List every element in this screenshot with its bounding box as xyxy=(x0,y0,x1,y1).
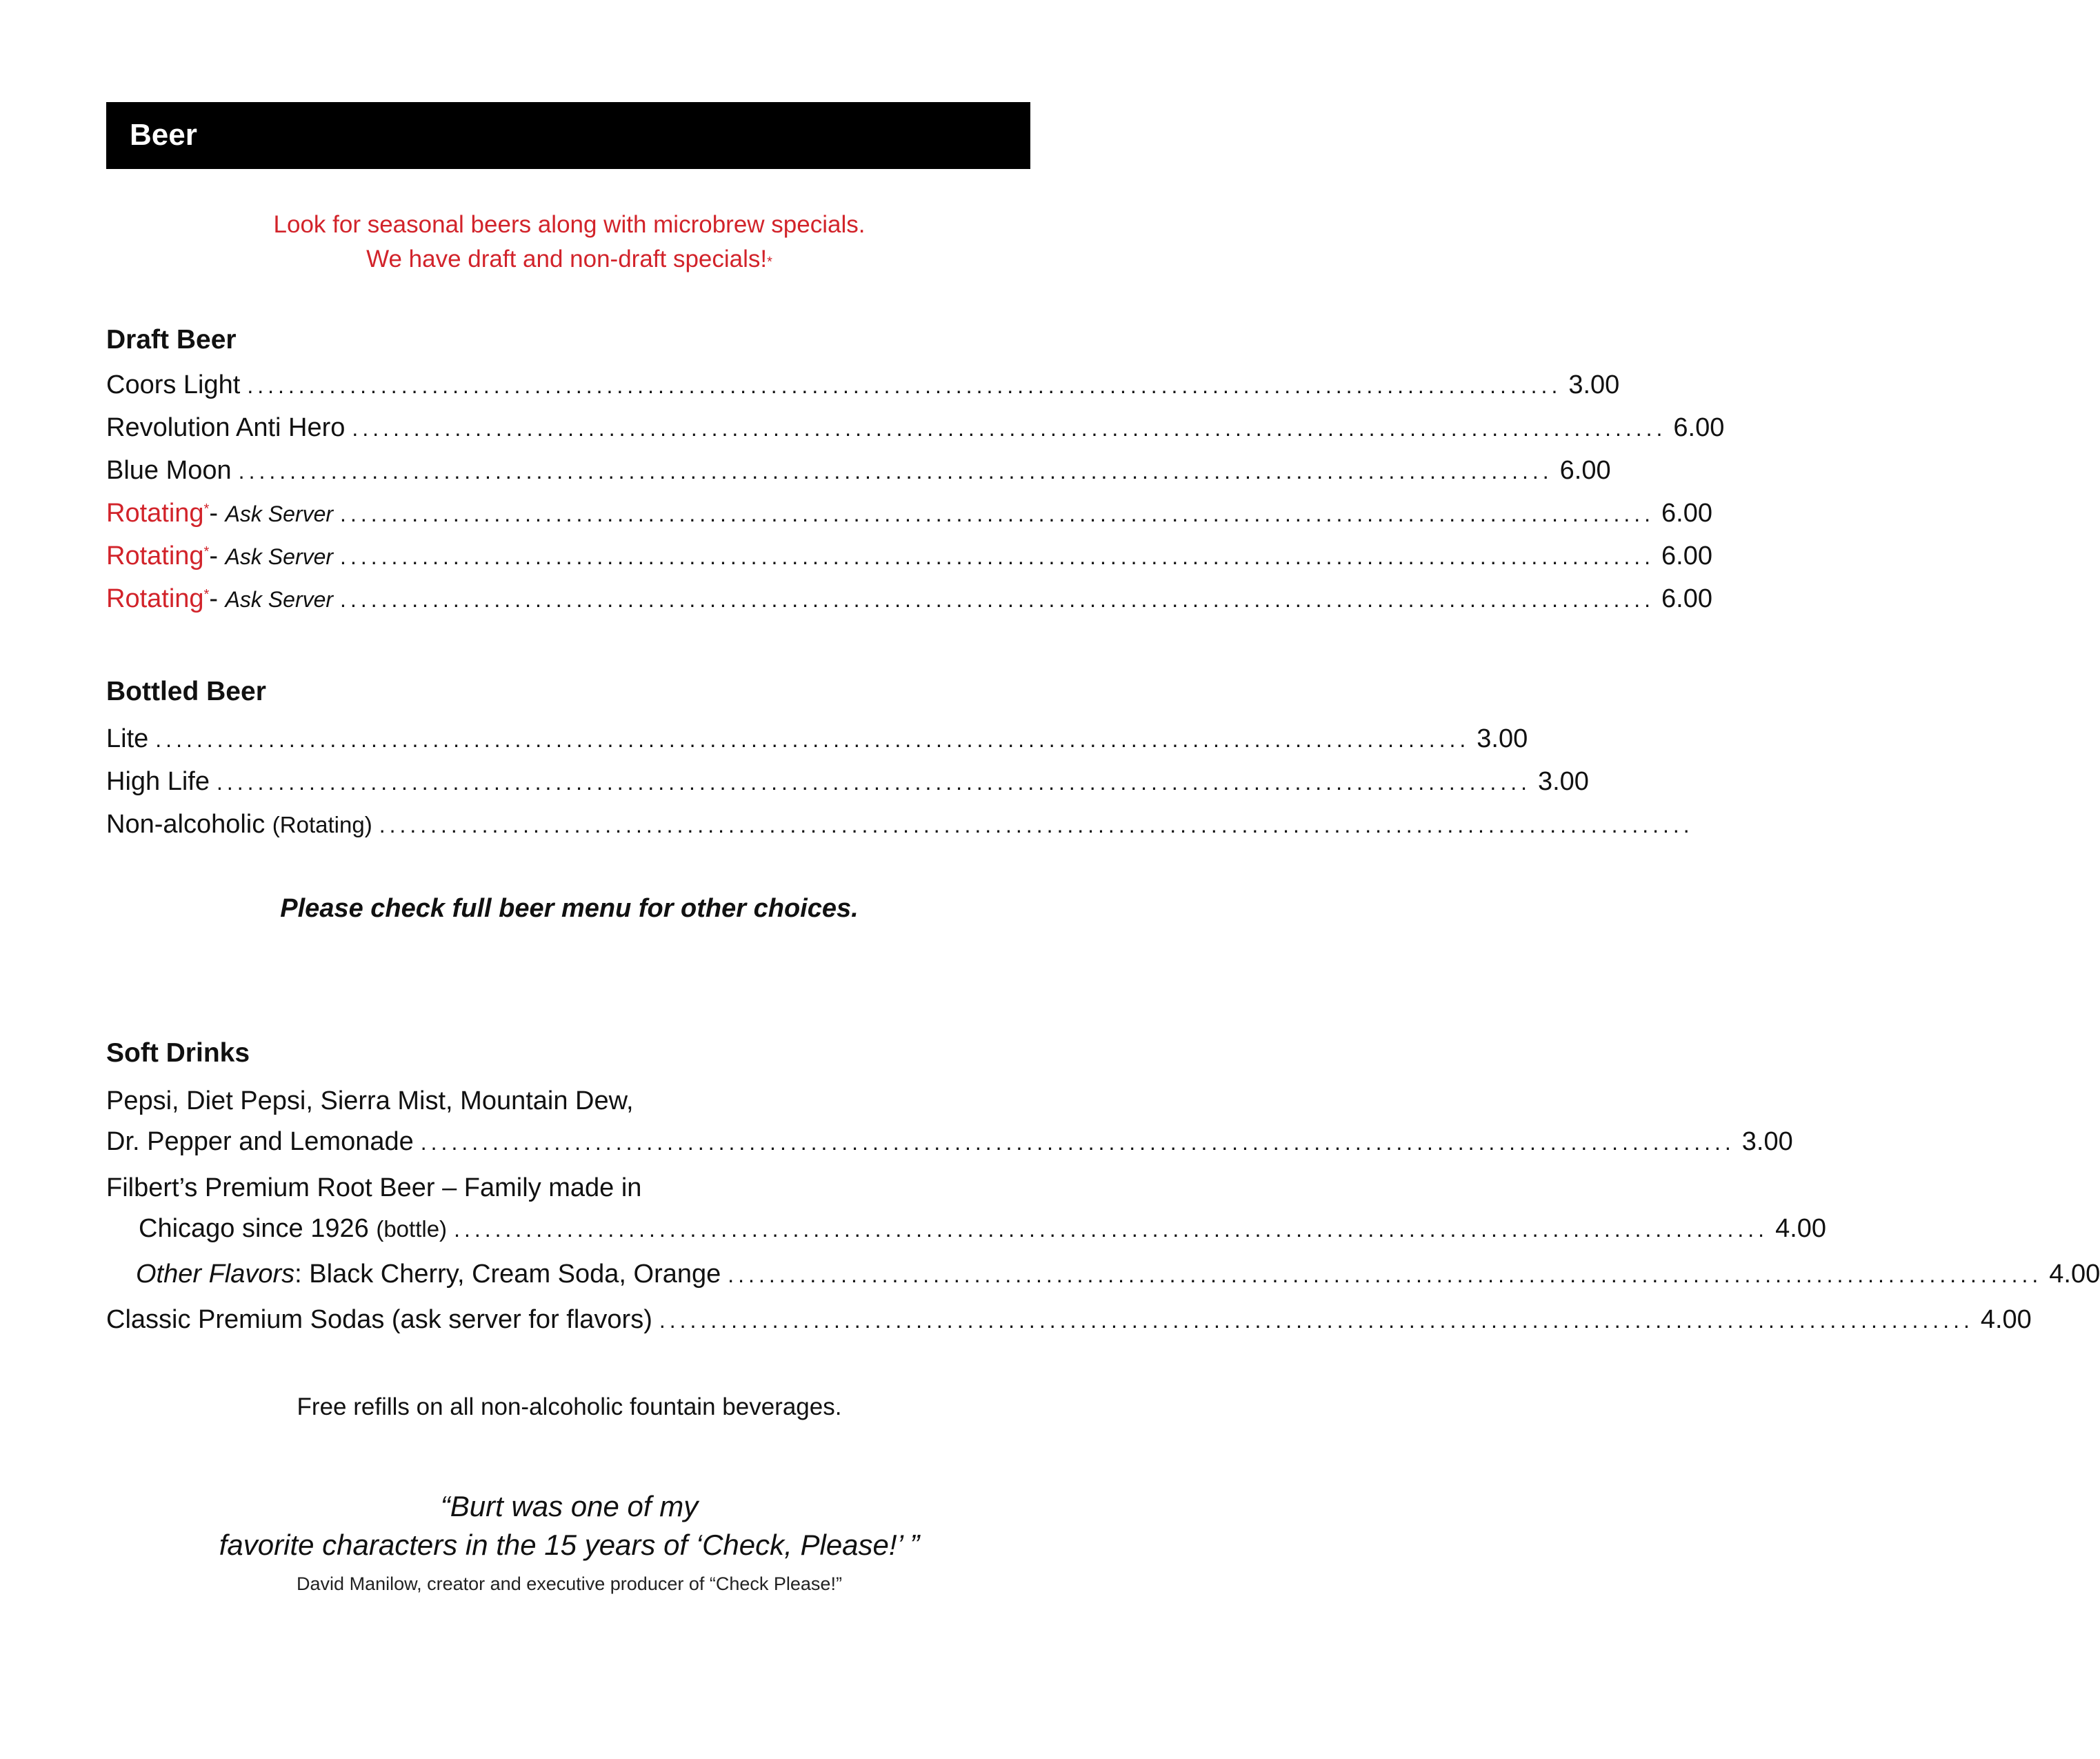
separator: - xyxy=(209,541,226,570)
dot-leader: ................................................................................................................................ xyxy=(379,813,1694,837)
dot-leader: ................................................................................................................................ xyxy=(352,416,1667,441)
dot-leader: ................................................................................................................................ xyxy=(340,544,1655,569)
item-note: Ask Server xyxy=(225,544,334,569)
item-name: Coors Light xyxy=(106,370,241,399)
section-title-beer: Beer xyxy=(130,118,197,152)
item-name: Chicago since 1926 xyxy=(139,1214,369,1243)
dot-leader: ................................................................................................................................ xyxy=(216,770,1531,795)
item-price: 3.00 xyxy=(1568,370,1620,399)
dot-leader: ................................................................................................................................ xyxy=(340,587,1655,612)
item-name: Revolution Anti Hero xyxy=(106,413,346,442)
soft-item-2-line-1: Filbert’s Premium Root Beer – Family made in xyxy=(106,1173,642,1202)
item-note: Ask Server xyxy=(225,587,334,612)
menu-item xyxy=(106,492,1713,535)
beer-menu-note: Please check full beer menu for other choices. xyxy=(280,894,859,923)
item-price: 4.00 xyxy=(2049,1260,2100,1289)
item-price: 4.00 xyxy=(1775,1214,1827,1243)
draft-beer-heading: Draft Beer xyxy=(106,325,237,355)
item-name: Rotating xyxy=(106,584,204,613)
item-price: 3.00 xyxy=(1741,1127,1793,1156)
dot-leader: ................................................................................................................................ xyxy=(659,1308,1974,1333)
dot-leader: ................................................................................................................................ xyxy=(155,727,1470,752)
quote-line-2: favorite characters in the 15 years of ‘Check, Please!’ ” xyxy=(219,1529,920,1561)
section-header-bar xyxy=(106,102,1030,169)
soft-drinks-heading: Soft Drinks xyxy=(106,1038,250,1068)
intro-line-2-text: We have draft and non-draft specials! xyxy=(366,246,768,272)
soft-item-1-line-1: Pepsi, Diet Pepsi, Sierra Mist, Mountain Dew, xyxy=(106,1086,634,1115)
menu-item xyxy=(106,717,1528,760)
item-note: Ask Server xyxy=(225,501,334,526)
item-price: 6.00 xyxy=(1559,456,1611,485)
item-name: Non-alcoholic xyxy=(106,810,266,839)
item-price: 6.00 xyxy=(1661,499,1713,528)
intro-line-2 xyxy=(0,242,1139,277)
item-price: 4.00 xyxy=(1980,1305,2032,1334)
refills-note: Free refills on all non-alcoholic fountain beverages. xyxy=(297,1393,842,1420)
menu-item xyxy=(106,803,1694,846)
menu-item xyxy=(106,449,1611,492)
dot-leader: ................................................................................................................................ xyxy=(238,459,1553,484)
quote-line-1: “Burt was one of my xyxy=(440,1490,699,1522)
item-name-group xyxy=(136,1253,721,1295)
menu-item xyxy=(106,364,1620,406)
dot-leader: ................................................................................................................................ xyxy=(728,1262,2043,1287)
intro-asterisk: * xyxy=(767,255,772,270)
item-name: Blue Moon xyxy=(106,456,232,485)
menu-item xyxy=(139,1207,1827,1250)
menu-item xyxy=(106,760,1589,803)
menu-item xyxy=(106,1298,2032,1341)
asterisk: * xyxy=(203,587,210,602)
item-name-group xyxy=(106,577,333,621)
item-name-group xyxy=(106,803,372,846)
item-price: 6.00 xyxy=(1673,413,1725,442)
item-name: Classic Premium Sodas (ask server for flavors) xyxy=(106,1305,652,1334)
item-price: 3.00 xyxy=(1537,767,1589,796)
menu-item xyxy=(106,1120,1793,1163)
item-price: 6.00 xyxy=(1661,541,1713,570)
item-name: Dr. Pepper and Lemonade xyxy=(106,1127,414,1156)
item-name: Lite xyxy=(106,724,149,753)
intro-line-1: Look for seasonal beers along with microbrew specials. xyxy=(273,211,866,238)
item-note: (Rotating) xyxy=(272,812,372,837)
separator: - xyxy=(209,499,226,528)
item-name: Rotating xyxy=(106,541,204,570)
asterisk: * xyxy=(203,501,210,517)
item-name: Rotating xyxy=(106,499,204,528)
item-label: Other Flavors xyxy=(136,1260,295,1289)
menu-item xyxy=(106,535,1713,577)
menu-item xyxy=(106,577,1713,620)
asterisk: * xyxy=(203,544,210,559)
item-name-group xyxy=(139,1207,447,1251)
dot-leader: ................................................................................................................................ xyxy=(454,1217,1769,1242)
separator: - xyxy=(209,584,226,613)
item-name-group xyxy=(106,492,333,535)
dot-leader: ................................................................................................................................ xyxy=(420,1130,1735,1155)
item-price: 3.00 xyxy=(1477,724,1528,753)
item-name: : Black Cherry, Cream Soda, Orange xyxy=(294,1260,721,1289)
item-price: 6.00 xyxy=(1661,584,1713,613)
item-note: (bottle) xyxy=(376,1216,448,1242)
menu-item xyxy=(106,406,1725,449)
item-name: High Life xyxy=(106,767,210,796)
bottled-beer-heading: Bottled Beer xyxy=(106,677,266,706)
item-name-group xyxy=(106,535,333,578)
dot-leader: ................................................................................................................................ xyxy=(340,501,1655,526)
menu-item xyxy=(136,1253,2100,1295)
dot-leader: ................................................................................................................................ xyxy=(247,373,1562,398)
quote-attribution: David Manilow, creator and executive producer of “Check Please!” xyxy=(297,1573,842,1594)
